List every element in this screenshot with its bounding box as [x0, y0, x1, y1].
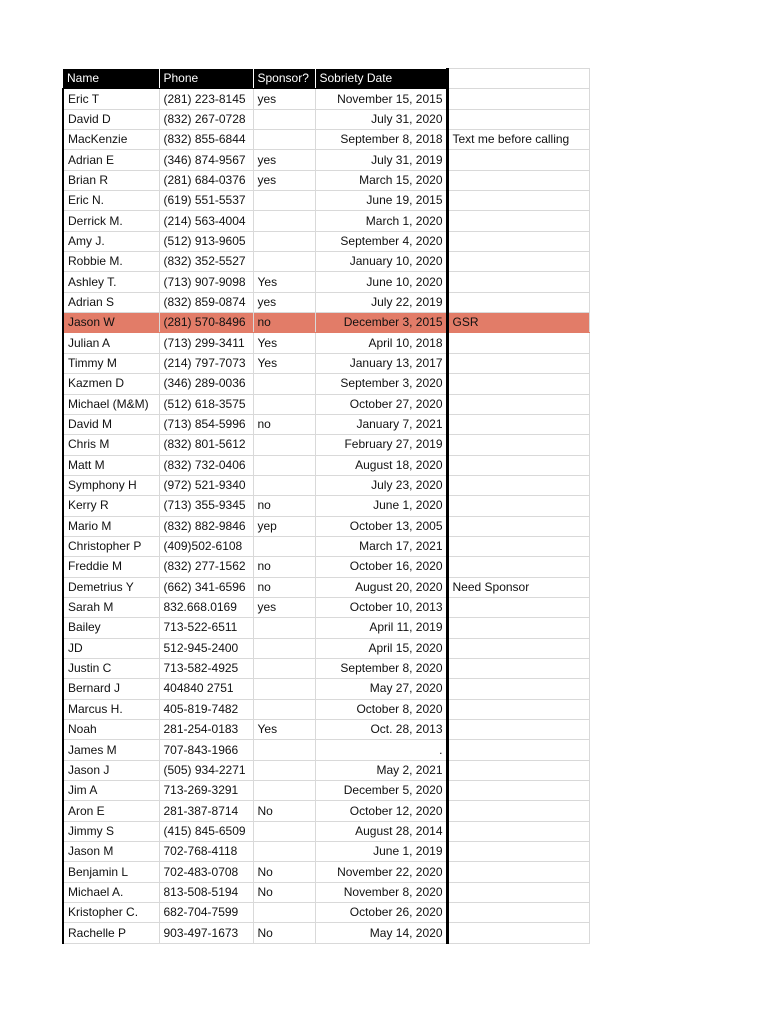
- table-row: [63, 89, 589, 109]
- table-row: [63, 435, 589, 455]
- cell-name[interactable]: Adrian E: [63, 150, 159, 170]
- cell-name[interactable]: Mario M: [63, 516, 159, 536]
- cell-sobriety-date[interactable]: October 26, 2020: [315, 903, 447, 923]
- cell-sobriety-date[interactable]: January 10, 2020: [315, 252, 447, 272]
- cell-phone[interactable]: 903-497-1673: [159, 923, 253, 943]
- cell-notes[interactable]: [447, 597, 589, 617]
- cell-sponsor[interactable]: no: [253, 577, 315, 597]
- cell-notes[interactable]: [447, 109, 589, 129]
- cell-notes[interactable]: [447, 374, 589, 394]
- cell-name[interactable]: Benjamin L: [63, 862, 159, 882]
- cell-sobriety-date[interactable]: May 2, 2021: [315, 760, 447, 780]
- cell-name[interactable]: Aron E: [63, 801, 159, 821]
- cell-phone[interactable]: 707-843-1966: [159, 740, 253, 760]
- cell-notes[interactable]: [447, 536, 589, 556]
- cell-phone[interactable]: (505) 934-2271: [159, 760, 253, 780]
- cell-sponsor[interactable]: [253, 781, 315, 801]
- cell-name[interactable]: Ashley T.: [63, 272, 159, 292]
- cell-name[interactable]: Derrick M.: [63, 211, 159, 231]
- table-row: [63, 496, 589, 516]
- table-row: [63, 679, 589, 699]
- cell-sobriety-date[interactable]: April 10, 2018: [315, 333, 447, 353]
- cell-notes[interactable]: Text me before calling: [447, 130, 589, 150]
- cell-sobriety-date[interactable]: June 1, 2020: [315, 496, 447, 516]
- cell-sobriety-date[interactable]: June 19, 2015: [315, 191, 447, 211]
- cell-sponsor[interactable]: Yes: [253, 720, 315, 740]
- table-row: [63, 597, 589, 617]
- cell-sobriety-date[interactable]: September 8, 2020: [315, 658, 447, 678]
- cell-notes[interactable]: [447, 903, 589, 923]
- cell-sponsor[interactable]: [253, 903, 315, 923]
- cell-name[interactable]: Rachelle P: [63, 923, 159, 943]
- cell-notes[interactable]: [447, 89, 589, 109]
- cell-sponsor[interactable]: [253, 435, 315, 455]
- cell-notes[interactable]: [447, 170, 589, 190]
- cell-phone[interactable]: (281) 684-0376: [159, 170, 253, 190]
- cell-sobriety-date[interactable]: August 20, 2020: [315, 577, 447, 597]
- cell-notes[interactable]: [447, 252, 589, 272]
- table-row: [63, 618, 589, 638]
- cell-phone[interactable]: (281) 570-8496: [159, 313, 253, 333]
- cell-sponsor[interactable]: [253, 109, 315, 129]
- cell-notes[interactable]: [447, 658, 589, 678]
- cell-phone[interactable]: 702-483-0708: [159, 862, 253, 882]
- cell-name[interactable]: Michael (M&M): [63, 394, 159, 414]
- cell-name[interactable]: Jason W: [63, 313, 159, 333]
- table-row: [63, 801, 589, 821]
- cell-phone[interactable]: (662) 341-6596: [159, 577, 253, 597]
- table-row: [63, 272, 589, 292]
- cell-name[interactable]: MacKenzie: [63, 130, 159, 150]
- table-row: [63, 882, 589, 902]
- cell-name[interactable]: Chris M: [63, 435, 159, 455]
- cell-phone[interactable]: (832) 855-6844: [159, 130, 253, 150]
- cell-notes[interactable]: [447, 923, 589, 943]
- cell-name[interactable]: Michael A.: [63, 882, 159, 902]
- cell-sponsor[interactable]: Yes: [253, 353, 315, 373]
- cell-phone[interactable]: (512) 618-3575: [159, 394, 253, 414]
- cell-sobriety-date[interactable]: July 22, 2019: [315, 292, 447, 312]
- cell-sponsor[interactable]: [253, 842, 315, 862]
- cell-sponsor[interactable]: No: [253, 923, 315, 943]
- cell-notes[interactable]: [447, 292, 589, 312]
- cell-phone[interactable]: (713) 854-5996: [159, 414, 253, 434]
- cell-sponsor[interactable]: [253, 374, 315, 394]
- cell-notes[interactable]: [447, 272, 589, 292]
- cell-sobriety-date[interactable]: April 11, 2019: [315, 618, 447, 638]
- cell-notes[interactable]: [447, 842, 589, 862]
- cell-sobriety-date[interactable]: October 27, 2020: [315, 394, 447, 414]
- cell-notes[interactable]: [447, 699, 589, 719]
- table-row: [63, 231, 589, 251]
- cell-phone[interactable]: (713) 907-9098: [159, 272, 253, 292]
- table-row: [63, 699, 589, 719]
- cell-phone[interactable]: (214) 563-4004: [159, 211, 253, 231]
- cell-sponsor[interactable]: [253, 475, 315, 495]
- table-row: [63, 740, 589, 760]
- table-row: [63, 720, 589, 740]
- cell-phone[interactable]: (415) 845-6509: [159, 821, 253, 841]
- table-row: [63, 130, 589, 150]
- cell-notes[interactable]: [447, 475, 589, 495]
- cell-sobriety-date[interactable]: October 8, 2020: [315, 699, 447, 719]
- table-row: [63, 211, 589, 231]
- cell-phone[interactable]: 404840 2751: [159, 679, 253, 699]
- cell-sponsor[interactable]: [253, 638, 315, 658]
- contact-sheet-table: [62, 68, 590, 944]
- table-row: [63, 923, 589, 943]
- cell-name[interactable]: JD: [63, 638, 159, 658]
- header-notes[interactable]: [447, 69, 589, 89]
- cell-sobriety-date[interactable]: December 3, 2015: [315, 313, 447, 333]
- cell-sobriety-date[interactable]: July 31, 2019: [315, 150, 447, 170]
- cell-sponsor[interactable]: [253, 536, 315, 556]
- cell-sobriety-date[interactable]: June 10, 2020: [315, 272, 447, 292]
- table-row: [63, 109, 589, 129]
- cell-phone[interactable]: 682-704-7599: [159, 903, 253, 923]
- cell-phone[interactable]: 713-269-3291: [159, 781, 253, 801]
- cell-name[interactable]: James M: [63, 740, 159, 760]
- cell-notes[interactable]: [447, 191, 589, 211]
- cell-phone[interactable]: 702-768-4118: [159, 842, 253, 862]
- table-row: [63, 374, 589, 394]
- cell-sobriety-date[interactable]: October 13, 2005: [315, 516, 447, 536]
- cell-sponsor[interactable]: yep: [253, 516, 315, 536]
- cell-sobriety-date[interactable]: October 16, 2020: [315, 557, 447, 577]
- cell-name[interactable]: Eric N.: [63, 191, 159, 211]
- cell-phone[interactable]: (713) 355-9345: [159, 496, 253, 516]
- cell-name[interactable]: Jimmy S: [63, 821, 159, 841]
- cell-sobriety-date[interactable]: October 12, 2020: [315, 801, 447, 821]
- table-row: [63, 516, 589, 536]
- cell-notes[interactable]: [447, 211, 589, 231]
- cell-phone[interactable]: (214) 797-7073: [159, 353, 253, 373]
- cell-sobriety-date[interactable]: July 23, 2020: [315, 475, 447, 495]
- cell-name[interactable]: Timmy M: [63, 353, 159, 373]
- cell-phone[interactable]: (713) 299-3411: [159, 333, 253, 353]
- cell-sponsor[interactable]: No: [253, 862, 315, 882]
- cell-sobriety-date[interactable]: November 8, 2020: [315, 882, 447, 902]
- header-name[interactable]: Name: [63, 69, 159, 89]
- cell-sobriety-date[interactable]: August 28, 2014: [315, 821, 447, 841]
- cell-name[interactable]: Freddie M: [63, 557, 159, 577]
- cell-sponsor[interactable]: yes: [253, 150, 315, 170]
- cell-sponsor[interactable]: [253, 760, 315, 780]
- cell-sponsor[interactable]: [253, 821, 315, 841]
- cell-sobriety-date[interactable]: May 27, 2020: [315, 679, 447, 699]
- cell-phone[interactable]: (832) 352-5527: [159, 252, 253, 272]
- cell-notes[interactable]: [447, 231, 589, 251]
- cell-phone[interactable]: (409)502-6108: [159, 536, 253, 556]
- cell-name[interactable]: David M: [63, 414, 159, 434]
- cell-notes[interactable]: [447, 557, 589, 577]
- cell-sponsor[interactable]: No: [253, 801, 315, 821]
- cell-name[interactable]: Amy J.: [63, 231, 159, 251]
- cell-sponsor[interactable]: [253, 252, 315, 272]
- cell-phone[interactable]: (346) 874-9567: [159, 150, 253, 170]
- cell-notes[interactable]: [447, 760, 589, 780]
- cell-notes[interactable]: [447, 435, 589, 455]
- table-row: [63, 252, 589, 272]
- cell-phone[interactable]: 813-508-5194: [159, 882, 253, 902]
- cell-sponsor[interactable]: [253, 455, 315, 475]
- cell-name[interactable]: Robbie M.: [63, 252, 159, 272]
- cell-sobriety-date[interactable]: February 27, 2019: [315, 435, 447, 455]
- cell-sponsor[interactable]: Yes: [253, 333, 315, 353]
- cell-phone[interactable]: (832) 882-9846: [159, 516, 253, 536]
- table-row: [63, 353, 589, 373]
- cell-name[interactable]: Demetrius Y: [63, 577, 159, 597]
- table-row: [63, 333, 589, 353]
- cell-phone[interactable]: (619) 551-5537: [159, 191, 253, 211]
- table-row: [63, 842, 589, 862]
- cell-notes[interactable]: [447, 618, 589, 638]
- cell-notes[interactable]: [447, 496, 589, 516]
- cell-sponsor[interactable]: no: [253, 496, 315, 516]
- table-row: [63, 638, 589, 658]
- cell-sponsor[interactable]: yes: [253, 170, 315, 190]
- cell-phone[interactable]: 281-254-0183: [159, 720, 253, 740]
- cell-sponsor[interactable]: [253, 618, 315, 638]
- cell-sobriety-date[interactable]: July 31, 2020: [315, 109, 447, 129]
- cell-phone[interactable]: (972) 521-9340: [159, 475, 253, 495]
- table-row: [63, 781, 589, 801]
- cell-name[interactable]: Eric T: [63, 89, 159, 109]
- cell-sobriety-date[interactable]: January 7, 2021: [315, 414, 447, 434]
- cell-notes[interactable]: [447, 333, 589, 353]
- cell-sponsor[interactable]: [253, 658, 315, 678]
- cell-sponsor[interactable]: yes: [253, 292, 315, 312]
- cell-notes[interactable]: [447, 862, 589, 882]
- cell-notes[interactable]: [447, 882, 589, 902]
- cell-sobriety-date[interactable]: June 1, 2019: [315, 842, 447, 862]
- cell-name[interactable]: Christopher P: [63, 536, 159, 556]
- cell-notes[interactable]: [447, 638, 589, 658]
- cell-sobriety-date[interactable]: December 5, 2020: [315, 781, 447, 801]
- table-row: [63, 658, 589, 678]
- cell-sobriety-date[interactable]: November 22, 2020: [315, 862, 447, 882]
- cell-sponsor[interactable]: Yes: [253, 272, 315, 292]
- cell-sobriety-date[interactable]: March 1, 2020: [315, 211, 447, 231]
- header-phone[interactable]: Phone: [159, 69, 253, 89]
- cell-sobriety-date[interactable]: August 18, 2020: [315, 455, 447, 475]
- cell-notes[interactable]: [447, 740, 589, 760]
- header-sobriety-date[interactable]: Sobriety Date: [315, 69, 447, 89]
- cell-name[interactable]: David D: [63, 109, 159, 129]
- cell-notes[interactable]: [447, 394, 589, 414]
- cell-name[interactable]: Matt M: [63, 455, 159, 475]
- cell-notes[interactable]: [447, 516, 589, 536]
- cell-phone[interactable]: (832) 277-1562: [159, 557, 253, 577]
- cell-name[interactable]: Symphony H: [63, 475, 159, 495]
- cell-phone[interactable]: 713-582-4925: [159, 658, 253, 678]
- cell-phone[interactable]: (832) 267-0728: [159, 109, 253, 129]
- cell-name[interactable]: Adrian S: [63, 292, 159, 312]
- table-row: [63, 170, 589, 190]
- cell-name[interactable]: Jim A: [63, 781, 159, 801]
- cell-sobriety-date[interactable]: October 10, 2013: [315, 597, 447, 617]
- cell-sobriety-date[interactable]: September 4, 2020: [315, 231, 447, 251]
- table-row: [63, 475, 589, 495]
- cell-sponsor[interactable]: [253, 740, 315, 760]
- cell-phone[interactable]: 713-522-6511: [159, 618, 253, 638]
- cell-name[interactable]: Kristopher C.: [63, 903, 159, 923]
- cell-name[interactable]: Marcus H.: [63, 699, 159, 719]
- cell-name[interactable]: Bernard J: [63, 679, 159, 699]
- cell-name[interactable]: Sarah M: [63, 597, 159, 617]
- cell-sponsor[interactable]: [253, 130, 315, 150]
- table-row: [63, 414, 589, 434]
- cell-notes[interactable]: [447, 781, 589, 801]
- cell-notes[interactable]: Need Sponsor: [447, 577, 589, 597]
- table-row: [63, 150, 589, 170]
- cell-notes[interactable]: GSR: [447, 313, 589, 333]
- cell-phone[interactable]: (281) 223-8145: [159, 89, 253, 109]
- cell-sobriety-date[interactable]: September 8, 2018: [315, 130, 447, 150]
- cell-sponsor[interactable]: no: [253, 414, 315, 434]
- cell-phone[interactable]: (832) 801-5612: [159, 435, 253, 455]
- table-row: [63, 536, 589, 556]
- table-row: [63, 557, 589, 577]
- table-header: [63, 69, 589, 89]
- table-row: [63, 292, 589, 312]
- cell-sponsor[interactable]: [253, 191, 315, 211]
- table-row: [63, 455, 589, 475]
- cell-phone[interactable]: 281-387-8714: [159, 801, 253, 821]
- cell-phone[interactable]: 832.668.0169: [159, 597, 253, 617]
- cell-notes[interactable]: [447, 821, 589, 841]
- table-row: [63, 577, 589, 597]
- cell-sponsor[interactable]: No: [253, 882, 315, 902]
- table-row: [63, 903, 589, 923]
- cell-sobriety-date[interactable]: January 13, 2017: [315, 353, 447, 373]
- cell-name[interactable]: Jason M: [63, 842, 159, 862]
- cell-sobriety-date[interactable]: March 15, 2020: [315, 170, 447, 190]
- cell-sobriety-date[interactable]: November 15, 2015: [315, 89, 447, 109]
- table-row: [63, 313, 589, 333]
- cell-sponsor[interactable]: [253, 211, 315, 231]
- cell-name[interactable]: Brian R: [63, 170, 159, 190]
- cell-sobriety-date[interactable]: September 3, 2020: [315, 374, 447, 394]
- cell-sponsor[interactable]: no: [253, 313, 315, 333]
- header-sponsor[interactable]: Sponsor?: [253, 69, 315, 89]
- table-row: [63, 394, 589, 414]
- cell-name[interactable]: Kerry R: [63, 496, 159, 516]
- cell-sponsor[interactable]: [253, 394, 315, 414]
- table-row: [63, 821, 589, 841]
- cell-notes[interactable]: [447, 353, 589, 373]
- table-row: [63, 191, 589, 211]
- table-row: [63, 760, 589, 780]
- cell-phone[interactable]: (832) 732-0406: [159, 455, 253, 475]
- cell-name[interactable]: Noah: [63, 720, 159, 740]
- cell-sobriety-date[interactable]: .: [315, 740, 447, 760]
- cell-notes[interactable]: [447, 679, 589, 699]
- cell-sobriety-date[interactable]: April 15, 2020: [315, 638, 447, 658]
- cell-sponsor[interactable]: [253, 679, 315, 699]
- cell-sobriety-date[interactable]: Oct. 28, 2013: [315, 720, 447, 740]
- cell-notes[interactable]: [447, 414, 589, 434]
- cell-notes[interactable]: [447, 801, 589, 821]
- cell-name[interactable]: Bailey: [63, 618, 159, 638]
- cell-name[interactable]: Kazmen D: [63, 374, 159, 394]
- cell-phone[interactable]: (346) 289-0036: [159, 374, 253, 394]
- cell-sponsor[interactable]: [253, 699, 315, 719]
- cell-phone[interactable]: 405-819-7482: [159, 699, 253, 719]
- cell-name[interactable]: Jason J: [63, 760, 159, 780]
- cell-notes[interactable]: [447, 720, 589, 740]
- cell-sponsor[interactable]: no: [253, 557, 315, 577]
- cell-notes[interactable]: [447, 455, 589, 475]
- cell-sobriety-date[interactable]: March 17, 2021: [315, 536, 447, 556]
- table-body: [63, 89, 589, 943]
- cell-name[interactable]: Justin C: [63, 658, 159, 678]
- cell-notes[interactable]: [447, 150, 589, 170]
- cell-phone[interactable]: 512-945-2400: [159, 638, 253, 658]
- cell-sponsor[interactable]: [253, 231, 315, 251]
- header-row: [63, 69, 589, 89]
- cell-phone[interactable]: (512) 913-9605: [159, 231, 253, 251]
- cell-sponsor[interactable]: yes: [253, 597, 315, 617]
- cell-sobriety-date[interactable]: May 14, 2020: [315, 923, 447, 943]
- cell-name[interactable]: Julian A: [63, 333, 159, 353]
- table-row: [63, 862, 589, 882]
- cell-phone[interactable]: (832) 859-0874: [159, 292, 253, 312]
- cell-sponsor[interactable]: yes: [253, 89, 315, 109]
